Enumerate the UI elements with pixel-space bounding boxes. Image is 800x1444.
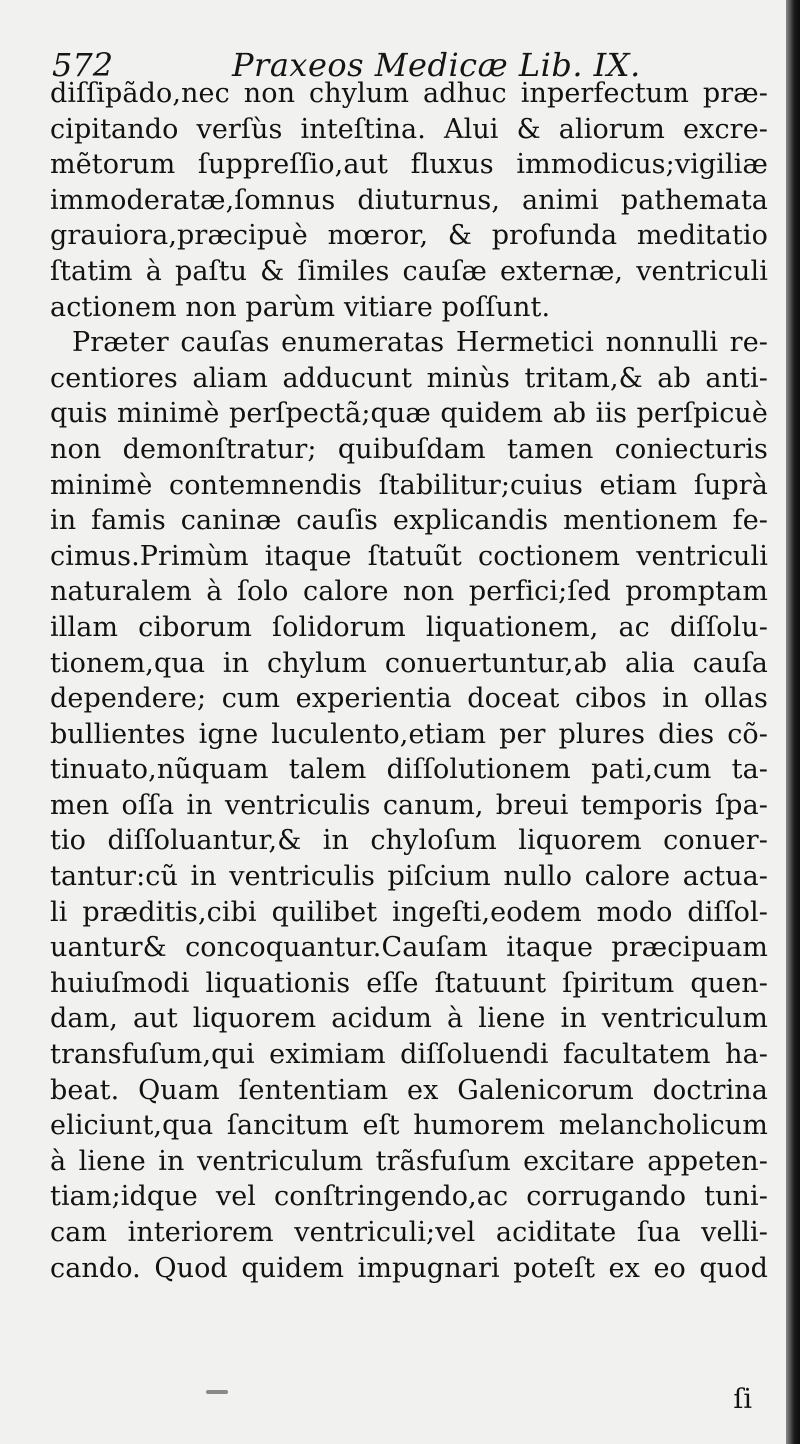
text-line: cimus.Primùm itaque ſtatuũt coctionem ventriculi xyxy=(50,540,768,572)
text-line: uantur& concoquantur.Cauſam itaque præcipuam xyxy=(50,932,768,964)
text-line: huiuſmodi liquationis eſſe ſtatuunt ſpiritum quen- xyxy=(50,967,768,999)
text-line: centiores aliam adducunt minùs tritam,& ab anti- xyxy=(50,362,768,394)
text-line: bullientes igne luculento,etiam per plures dies cõ- xyxy=(50,718,768,750)
text-line: mẽtorum ſuppreſſio,aut fluxus immodicus;vigiliæ xyxy=(50,149,768,181)
text-line: actionem non parùm vitiare poſſunt. xyxy=(50,291,551,323)
text-line: à liene in ventriculum trãsfuſum excitare appeten- xyxy=(50,1145,768,1177)
text-line: non demonſtratur; quibuſdam tamen coniecturis xyxy=(50,433,768,465)
text-line: dependere; cum experientia doceat cibos in ollas xyxy=(50,683,768,715)
page-number: 572 xyxy=(52,46,114,84)
text-line: men oſſa in ventriculis canum, breui temporis ſpa- xyxy=(50,789,768,821)
catchword: ſi xyxy=(733,1384,752,1415)
text-line: tio diſſoluantur,& in chyloſum liquorem conuer- xyxy=(50,825,768,857)
text-line: cando. Quod quidem impugnari poteſt ex eo quod xyxy=(50,1252,768,1284)
text-line: tantur:cũ in ventriculis piſcium nullo calore actua- xyxy=(50,861,768,893)
text-line: dam, aut liquorem acidum à liene in ventriculum xyxy=(50,1003,768,1035)
text-line: Præter cauſas enumeratas Hermetici nonnulli re- xyxy=(72,327,768,359)
text-line: cam interiorem ventriculi;vel aciditate ſua velli- xyxy=(50,1217,768,1248)
text-line: li præditis,cibi quilibet ingeſti,eodem modo diſſol- xyxy=(50,896,768,928)
text-line: tiam;idque vel conſtringendo,ac corrugando tuni- xyxy=(50,1181,768,1213)
text-line: tinuato,nũquam talem diſſolutionem pati,cum ta- xyxy=(50,754,768,786)
text-line: ſtatim à paſtu & ſimiles cauſæ externæ, ventriculi xyxy=(50,255,768,287)
text-line: illam ciborum ſolidorum liquationem, ac diſſolu- xyxy=(50,611,768,643)
ink-smudge xyxy=(206,1390,228,1394)
text-line: immoderatæ,ſomnus diuturnus, animi pathemata xyxy=(50,184,768,216)
text-line: diſſipãdo,nec non chylum adhuc inperfectum præ- xyxy=(50,78,768,109)
text-line: transfuſum,qui eximiam diſſoluendi facultatem ha- xyxy=(50,1039,768,1071)
page-edge-shadow xyxy=(786,0,800,1444)
running-title: Praxeos Medicæ Lib. IX. xyxy=(232,46,641,84)
text-line: quis minimè perſpectã;quæ quidem ab iis perſpicuè xyxy=(50,398,768,430)
text-line: tionem,qua in chylum conuertuntur,ab alia cauſa xyxy=(50,647,768,679)
text-line: naturalem à ſolo calore non perfici;ſed promptam xyxy=(50,576,768,608)
text-line: beat. Quam ſententiam ex Galenicorum doctrina xyxy=(50,1074,768,1106)
text-line: eliciunt,qua ſancitum eſt humorem melancholicum xyxy=(50,1110,768,1142)
text-line: minimè contemnendis ſtabilitur;cuius etiam ſuprà xyxy=(50,469,768,501)
text-line: in famis caninæ cauſis explicandis mentionem fe- xyxy=(50,505,768,537)
text-line: grauiora,præcipuè mœror, & profunda meditatio xyxy=(50,220,768,252)
body-text xyxy=(50,76,768,1286)
text-line: cipitando verſùs inteſtina. Alui & aliorum excre- xyxy=(50,113,768,145)
